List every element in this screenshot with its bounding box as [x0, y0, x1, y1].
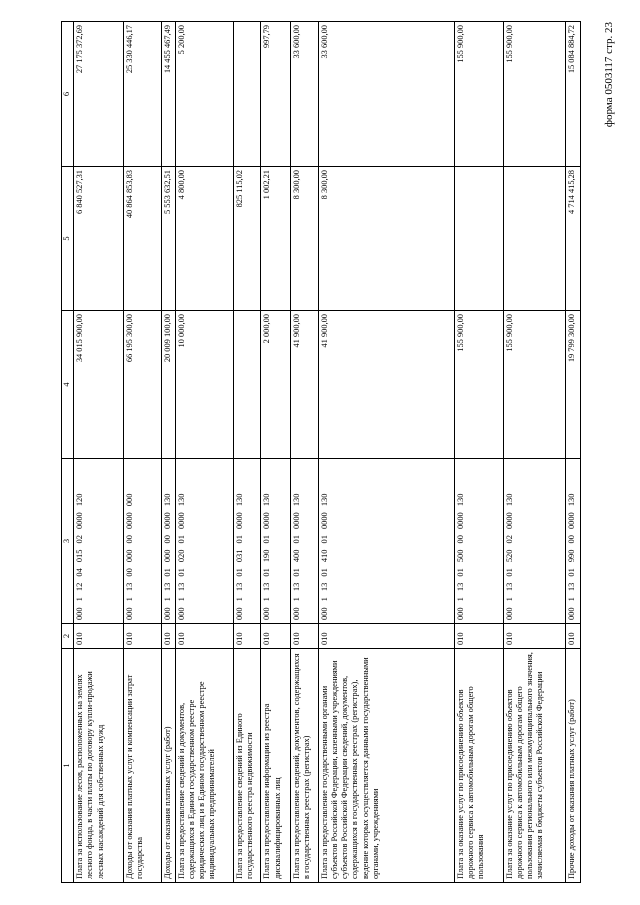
row-approved: 20 009 100,00 [161, 311, 175, 459]
row-not-executed: 33 600,00 [290, 22, 318, 167]
row-approved: 2 000,00 [261, 311, 290, 459]
income-report-table [61, 21, 581, 883]
row-name: Плата за предоставление информации из реестра дисквалифицированных лиц [261, 649, 290, 883]
row-budget-code: 000 1 13 01 031 01 0000 130 [234, 459, 261, 624]
row-not-executed: 14 455 467,49 [161, 22, 175, 167]
row-approved [234, 311, 261, 459]
row-not-executed: 5 200,00 [175, 22, 234, 167]
row-name: Плата за предоставление сведений из Единого государственного реестра недвижимости [234, 649, 261, 883]
form-label: форма 0503117 стр. 23 [603, 22, 615, 128]
row-executed: 8 300,00 [318, 167, 454, 311]
row-line-code: 010 [290, 624, 318, 649]
row-name: Плата за предоставление сведений, документов, содержащихся в государственных реестрах (регистрах) [290, 649, 318, 883]
row-budget-code: 000 1 13 01 520 02 0000 130 [503, 459, 566, 624]
row-not-executed [234, 22, 261, 167]
row-executed [503, 167, 566, 311]
row-executed: 5 553 632,51 [161, 167, 175, 311]
row-line-code: 010 [161, 624, 175, 649]
column-header: 4 [62, 311, 74, 459]
row-executed: 8 300,00 [290, 167, 318, 311]
column-header: 3 [62, 459, 74, 624]
table-row [290, 22, 318, 883]
row-name: Плата за предоставление сведений и документов, содержащихся в Едином государственном реестре юридических лиц и в Едином государственном реестре индивидуальных предпринимателей [175, 649, 234, 883]
row-not-executed: 15 084 884,72 [566, 22, 581, 167]
row-name: Плата за использование лесов, расположенных на землях лесного фонда, в части платы по договору купли-продажи лесных насаждений для собственных нужд [74, 649, 124, 883]
row-line-code: 010 [175, 624, 234, 649]
row-budget-code: 000 1 13 01 500 00 0000 130 [454, 459, 503, 624]
row-budget-code: 000 1 13 01 410 01 0000 130 [318, 459, 454, 624]
row-executed: 6 840 527,31 [74, 167, 124, 311]
row-executed: 4 800,00 [175, 167, 234, 311]
row-line-code: 010 [124, 624, 162, 649]
row-approved: 155 900,00 [454, 311, 503, 459]
table-row [74, 22, 124, 883]
row-name: Доходы от оказания платных услуг (работ) [161, 649, 175, 883]
row-name: Прочие доходы от оказания платных услуг (работ) [566, 649, 581, 883]
table-row [124, 22, 162, 883]
row-not-executed: 27 175 372,69 [74, 22, 124, 167]
row-executed: 1 002,21 [261, 167, 290, 311]
table-row [175, 22, 234, 883]
row-name: Плата за оказание услуг по присоединению объектов дорожного сервиса к автомобильным дорогам общего пользования [454, 649, 503, 883]
row-budget-code: 000 1 13 01 990 00 0000 130 [566, 459, 581, 624]
row-line-code: 010 [503, 624, 566, 649]
row-not-executed: 25 330 446,17 [124, 22, 162, 167]
row-line-code: 010 [261, 624, 290, 649]
row-approved: 19 799 300,00 [566, 311, 581, 459]
form-header [600, 22, 618, 182]
row-not-executed: 155 900,00 [454, 22, 503, 167]
row-executed: 4 714 415,28 [566, 167, 581, 311]
row-name: Доходы от оказания платных услуг и компенсации затрат государства [124, 649, 162, 883]
row-executed [454, 167, 503, 311]
row-budget-code: 000 1 13 01 000 00 0000 130 [161, 459, 175, 624]
row-not-executed: 33 600,00 [318, 22, 454, 167]
row-approved: 41 900,00 [290, 311, 318, 459]
row-approved: 34 015 900,00 [74, 311, 124, 459]
column-header: 6 [62, 22, 74, 167]
row-budget-code: 000 1 13 01 190 01 0000 130 [261, 459, 290, 624]
row-budget-code: 000 1 13 01 020 01 0000 130 [175, 459, 234, 624]
row-executed: 40 864 853,83 [124, 167, 162, 311]
row-approved: 66 195 300,00 [124, 311, 162, 459]
header-row [62, 22, 74, 883]
table-row [566, 22, 581, 883]
row-line-code: 010 [566, 624, 581, 649]
row-not-executed: 155 900,00 [503, 22, 566, 167]
table-row [318, 22, 454, 883]
row-name: Плата за оказание услуг по присоединению объектов дорожного сервиса к автомобильным дорогам общего пользования регионального или межмуниципального значения, зачисляемая в бюджеты субъектов Российской Федерации [503, 649, 566, 883]
column-header: 1 [62, 649, 74, 883]
row-line-code: 010 [234, 624, 261, 649]
row-not-executed: 997,79 [261, 22, 290, 167]
table-row [261, 22, 290, 883]
table-row [454, 22, 503, 883]
row-line-code: 010 [318, 624, 454, 649]
report-table-container [61, 22, 581, 883]
row-line-code: 010 [74, 624, 124, 649]
row-budget-code: 000 1 13 01 400 01 0000 130 [290, 459, 318, 624]
row-budget-code: 000 1 12 04 015 02 0000 120 [74, 459, 124, 624]
row-executed: 825 115,02 [234, 167, 261, 311]
row-line-code: 010 [454, 624, 503, 649]
column-header: 2 [62, 624, 74, 649]
table-row [503, 22, 566, 883]
row-approved: 155 900,00 [503, 311, 566, 459]
table-row [161, 22, 175, 883]
column-header: 5 [62, 167, 74, 311]
row-name: Плата за предоставление государственными органами субъектов Российской Федерации, казенными учреждениями субъектов Российской Федерации сведений, документов, содержащихся в государственных реестрах (регистрах), ведение которых осуществляется данными государственными органами, учреждениями [318, 649, 454, 883]
row-approved: 10 000,00 [175, 311, 234, 459]
row-budget-code: 000 1 13 00 000 00 0000 000 [124, 459, 162, 624]
table-row [234, 22, 261, 883]
row-approved: 41 900,00 [318, 311, 454, 459]
